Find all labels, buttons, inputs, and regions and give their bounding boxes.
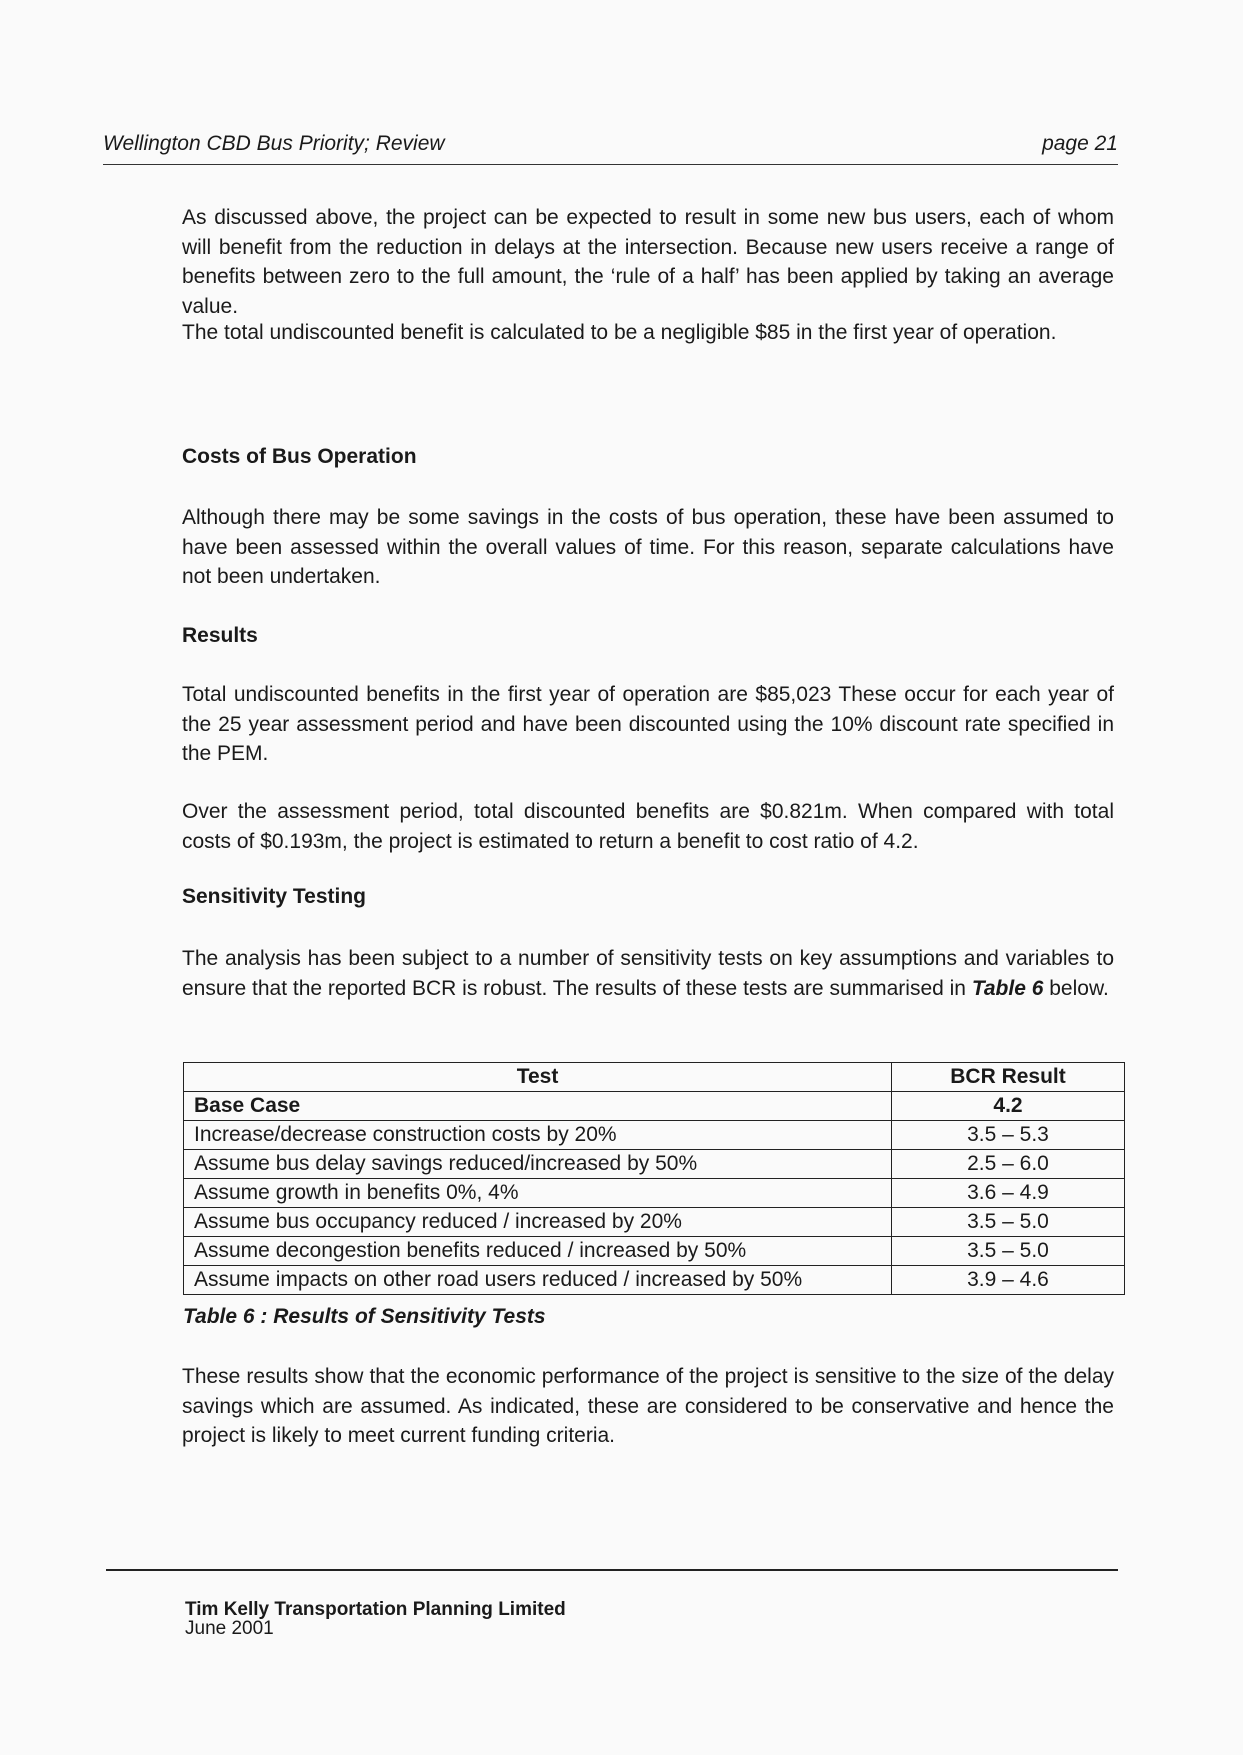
test-cell: Assume bus occupancy reduced / increased by 20% (184, 1208, 892, 1237)
bcr-cell: 3.5 – 5.3 (892, 1121, 1125, 1150)
test-cell: Assume decongestion benefits reduced / increased by 50% (184, 1237, 892, 1266)
footer-date: June 2001 (185, 1618, 274, 1639)
paragraph-total-benefits: Total undiscounted benefits in the first year of operation are $85,023 These occur for each year of the 25 year assessment period and have been discounted using the 10% discount rate specified in the PEM. (182, 683, 1114, 765)
paragraph-sensitivity-intro: The analysis has been subject to a number of sensitivity tests on key assumptions and variables to ensure that the reported BCR is robust. The results of these tests are summarised in Table 6 below. (182, 947, 1114, 1000)
header-divider (103, 164, 1118, 165)
sensitivity-table (183, 1062, 1125, 1295)
bcr-cell: 4.2 (892, 1092, 1125, 1121)
paragraph-bus-operation-costs: Although there may be some savings in the costs of bus operation, these have been assumed to have been assessed within the overall values of time. For this reason, separate calculations have not been undertaken. (182, 506, 1114, 588)
test-cell: Assume growth in benefits 0%, 4% (184, 1179, 892, 1208)
bcr-cell: 3.6 – 4.9 (892, 1179, 1125, 1208)
bcr-cell: 3.5 – 5.0 (892, 1237, 1125, 1266)
table-row (184, 1266, 1125, 1295)
table-row (184, 1092, 1125, 1121)
table-row (184, 1179, 1125, 1208)
bcr-cell: 2.5 – 6.0 (892, 1150, 1125, 1179)
heading-costs-of-bus-operation: Costs of Bus Operation (182, 445, 417, 468)
table-reference: Table 6 (971, 976, 1044, 1000)
paragraph-new-users: As discussed above, the project can be expected to result in some new bus users, each of whom will benefit from the reduction in delays at the intersection. Because new users receive a range of benefits between zero to the full amount, the ‘rule of a half’ has been applied by taking an average value. (182, 206, 1114, 318)
bcr-cell: 3.9 – 4.6 (892, 1266, 1125, 1295)
paragraph-undiscounted-benefit: The total undiscounted benefit is calculated to be a negligible $85 in the first year of operation. (182, 321, 1057, 344)
page-footer (185, 1600, 566, 1638)
bcr-cell: 3.5 – 5.0 (892, 1208, 1125, 1237)
paragraph-bcr: Over the assessment period, total discounted benefits are $0.821m. When compared with total costs of $0.193m, the project is estimated to return a benefit to cost ratio of 4.2. (182, 800, 1114, 853)
document-title: Wellington CBD Bus Priority; Review (103, 132, 445, 155)
column-header-bcr: BCR Result (892, 1063, 1125, 1092)
footer-divider (106, 1569, 1118, 1571)
table-row (184, 1237, 1125, 1266)
table-row (184, 1208, 1125, 1237)
paragraph-conclusion: These results show that the economic performance of the project is sensitive to the size of the delay savings which are assumed. As indicated, these are considered to be conservative and hence the project is likely to meet current funding criteria. (182, 1365, 1114, 1447)
page-header (103, 132, 1118, 156)
test-cell: Base Case (184, 1092, 892, 1121)
table-row (184, 1121, 1125, 1150)
heading-results: Results (182, 624, 258, 647)
company-name: Tim Kelly Transportation Planning Limited (185, 1599, 566, 1620)
table-header-row (184, 1063, 1125, 1092)
table-caption: Table 6 : Results of Sensitivity Tests (183, 1305, 546, 1328)
test-cell: Increase/decrease construction costs by 20% (184, 1121, 892, 1150)
heading-sensitivity-testing: Sensitivity Testing (182, 885, 366, 908)
test-cell: Assume impacts on other road users reduced / increased by 50% (184, 1266, 892, 1295)
column-header-test: Test (184, 1063, 892, 1092)
test-cell: Assume bus delay savings reduced/increased by 50% (184, 1150, 892, 1179)
page-number: page 21 (1042, 132, 1118, 155)
table-row (184, 1150, 1125, 1179)
